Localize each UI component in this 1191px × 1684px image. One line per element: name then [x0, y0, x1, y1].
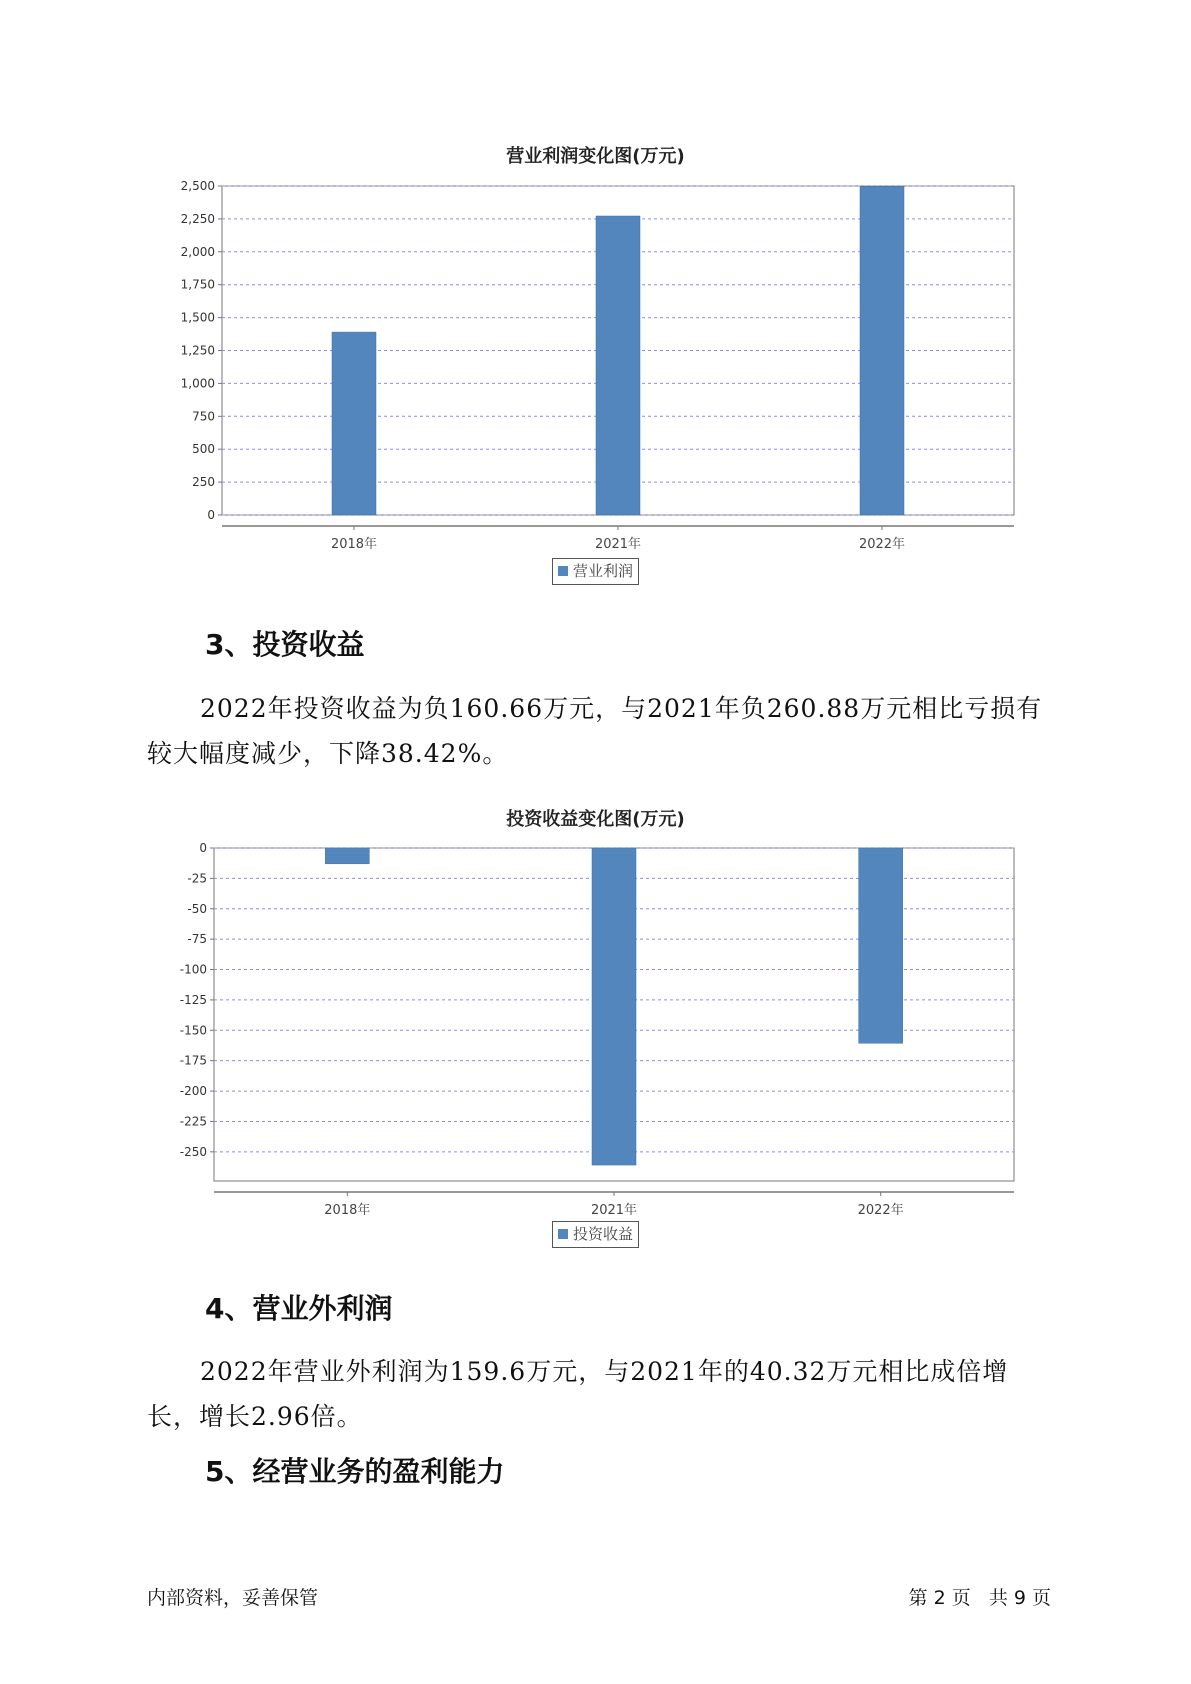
- x-tick-label: 2018年: [324, 1203, 371, 1215]
- chart-title-operating-profit: 营业利润变化图(万元): [506, 146, 685, 167]
- y-tick-label: 2,250: [180, 211, 215, 226]
- y-tick-label: 1,000: [180, 376, 215, 391]
- legend-swatch: [558, 566, 568, 576]
- paragraph-non-operating-profit: 2022年营业外利润为159.6万元，与2021年的40.32万元相比成倍增长，增长2.96倍。: [147, 1357, 1009, 1431]
- x-tick-label: 2021年: [590, 1203, 638, 1215]
- paragraph-investment-income: 2022年投资收益为负160.66万元，与2021年负260.88万元相比亏损有较大幅度减少，下降38.42%。: [147, 694, 1043, 768]
- y-tick-label: 0: [207, 508, 215, 522]
- y-tick-label: -175: [179, 1053, 207, 1068]
- y-tick-label: -25: [187, 871, 207, 886]
- legend-label: 营业利润: [573, 562, 634, 580]
- y-tick-label: 750: [192, 409, 215, 424]
- y-tick-label: -200: [179, 1084, 207, 1099]
- x-tick-label: 2022年: [857, 1203, 904, 1215]
- x-tick-label: 2018年: [330, 537, 378, 550]
- bar-2018年: [325, 848, 369, 864]
- y-tick-label: -125: [179, 992, 207, 1007]
- y-tick-label: -50: [187, 901, 207, 916]
- bar-2018年: [332, 332, 376, 515]
- footer-confidential-note: 内部资料，妥善保管: [147, 1587, 319, 1609]
- y-tick-label: -150: [179, 1023, 207, 1038]
- y-tick-label: 500: [192, 442, 215, 457]
- heading-non-operating-profit: 4、营业外利润: [205, 1292, 393, 1325]
- y-tick-label: 1,250: [180, 343, 215, 358]
- heading-business-profitability: 5、经营业务的盈利能力: [205, 1455, 505, 1488]
- y-tick-label: -225: [179, 1114, 207, 1129]
- legend-investment-income: [552, 1221, 639, 1248]
- x-tick-label: 2022年: [858, 537, 906, 550]
- legend-label: 投资收益: [573, 1225, 634, 1243]
- y-tick-label: 250: [192, 475, 215, 490]
- y-tick-label: 2,500: [180, 179, 215, 193]
- bar-2022年: [860, 186, 904, 515]
- investment-income-chart: [0, 835, 1191, 1215]
- footer-page-number: 第 2 页 共 9 页: [908, 1587, 1051, 1609]
- operating-profit-chart: [0, 170, 1191, 550]
- chart-title-investment-income: 投资收益变化图(万元): [506, 809, 685, 830]
- y-tick-label: 0: [199, 841, 207, 855]
- y-tick-label: 2,000: [180, 244, 215, 259]
- legend-operating-profit: [552, 558, 639, 585]
- heading-investment-income: 3、投资收益: [205, 628, 365, 661]
- bar-2021年: [592, 848, 636, 1165]
- legend-swatch: [558, 1229, 568, 1239]
- bar-2021年: [596, 216, 640, 515]
- y-tick-label: -75: [187, 932, 207, 947]
- x-tick-label: 2021年: [594, 537, 642, 550]
- y-tick-label: 1,750: [180, 277, 215, 292]
- y-tick-label: -250: [179, 1144, 207, 1159]
- bar-2022年: [859, 848, 903, 1043]
- y-tick-label: 1,500: [180, 310, 215, 325]
- y-tick-label: -100: [179, 962, 207, 977]
